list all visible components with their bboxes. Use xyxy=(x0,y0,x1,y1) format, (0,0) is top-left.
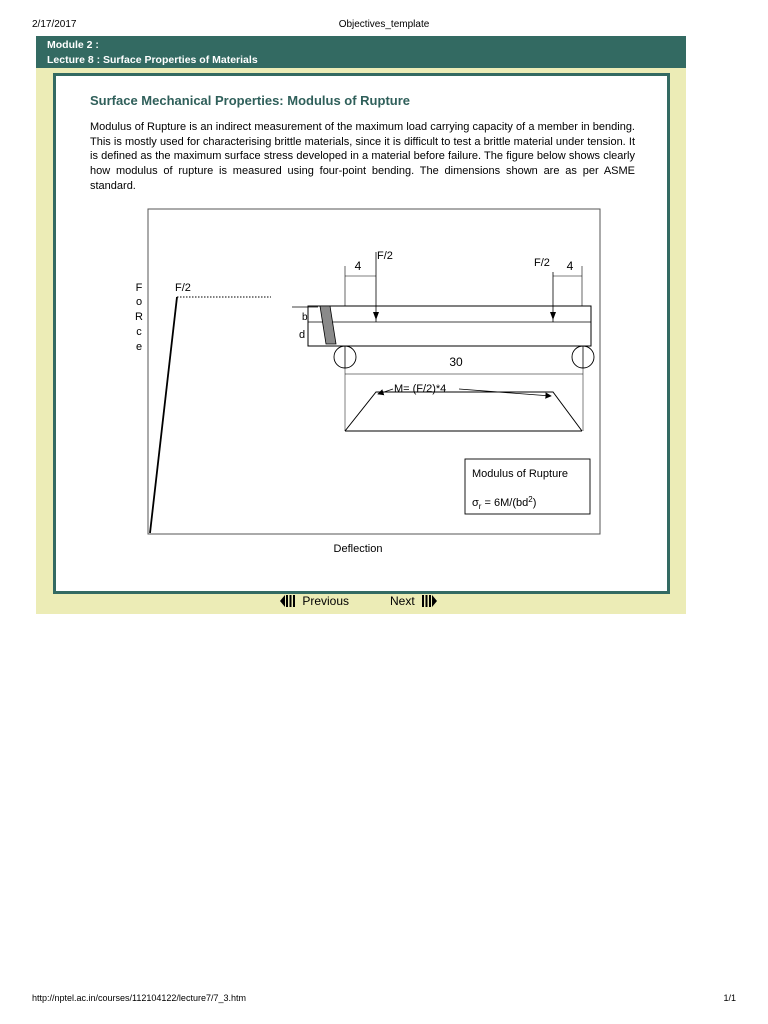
d-label: d xyxy=(299,329,306,341)
b-label: b xyxy=(302,312,308,323)
formula-box-equation: $\sigma_r = 6M/(bd^2)$ xyxy=(472,495,537,511)
next-button[interactable] xyxy=(388,593,437,613)
print-footer-page: 1/1 xyxy=(723,993,736,1003)
four-point-bending-figure xyxy=(56,76,667,591)
formula-box-title: Modulus of Rupture xyxy=(472,468,568,480)
y-axis-letter: o xyxy=(135,296,143,308)
y-axis-letter: e xyxy=(135,341,143,353)
next-label: Next xyxy=(390,593,415,608)
left-offset-label: 4 xyxy=(354,259,362,273)
beam xyxy=(308,306,591,346)
module-title: Module 2 : xyxy=(47,39,99,51)
previous-label: Previous xyxy=(302,593,350,608)
moment-label: M= (F/2)*4 xyxy=(394,383,447,395)
print-header-title: Objectives_template xyxy=(338,19,430,30)
y-axis-letter: R xyxy=(135,311,143,323)
x-axis-label: Deflection xyxy=(333,543,383,555)
y-axis-letter: F xyxy=(135,282,143,294)
previous-arrow-icon xyxy=(280,594,297,608)
next-arrow-icon xyxy=(420,594,437,608)
right-offset-label: 4 xyxy=(566,259,574,273)
print-footer-url: http://nptel.ac.in/courses/112104122/lecture7/7_3.htm xyxy=(32,993,246,1003)
content-panel xyxy=(53,73,670,594)
y-axis-letter: c xyxy=(136,326,142,338)
right-load-label: F/2 xyxy=(534,257,550,269)
lesson-frame xyxy=(36,36,686,614)
print-header-date: 2/17/2017 xyxy=(32,19,77,30)
lecture-title: Lecture 8 : Surface Properties of Materials xyxy=(47,54,258,66)
previous-button[interactable] xyxy=(280,593,351,613)
module-header-bar xyxy=(36,36,686,68)
section-paragraph: Modulus of Rupture is an indirect measurement of the maximum load carrying capacity of a member in bending. This is mostly used for characterising brittle materials, since it is difficult to test a brittle material under tension. It is defined as the maximum surface stress developed in a material before failure. The figure below shows clearly how modulus of rupture is measured using four-point bending. The dimensions shown are as per ASME standard. xyxy=(90,121,635,192)
left-load-label: F/2 xyxy=(377,250,393,262)
section-heading: Surface Mechanical Properties: Modulus of Rupture xyxy=(90,93,410,108)
plateau-label: F/2 xyxy=(175,282,191,294)
span-label: 30 xyxy=(449,355,463,369)
